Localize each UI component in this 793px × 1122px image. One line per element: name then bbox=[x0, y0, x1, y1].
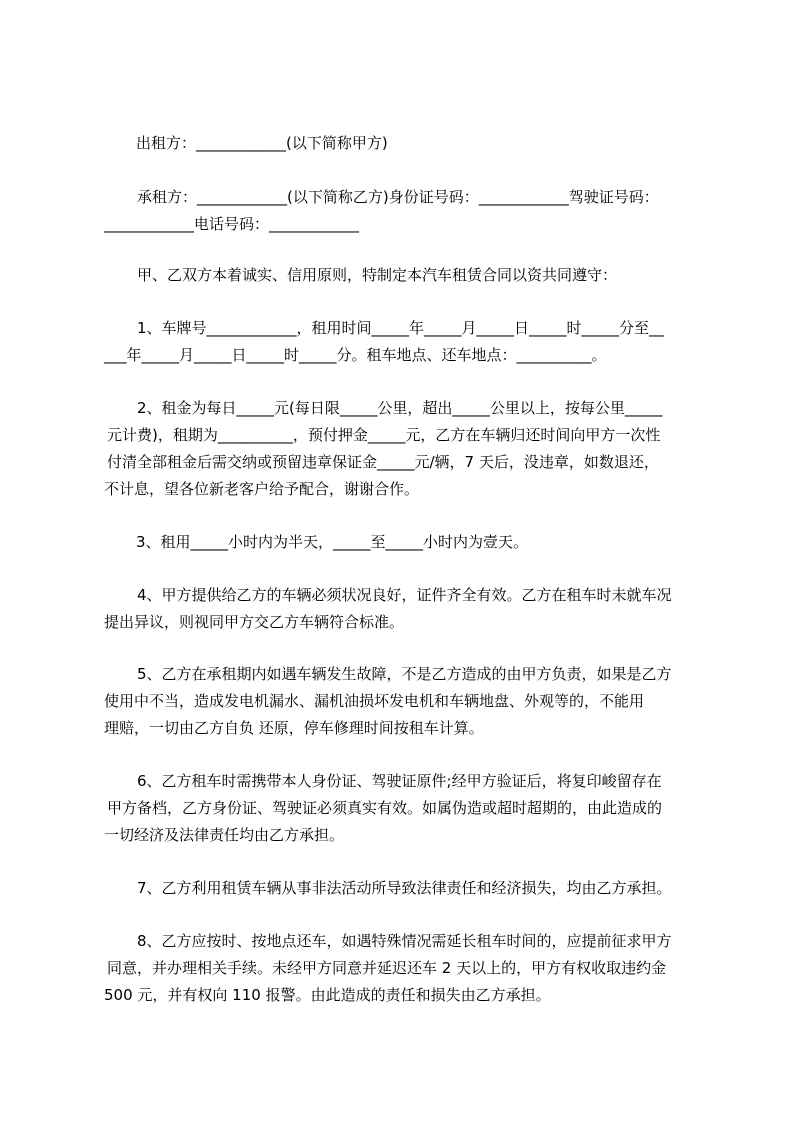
clause-2-line-2: 元计费)，租期为__________，预付押金_____元，乙方在车辆归还时间向甲方一次性 bbox=[107, 426, 661, 444]
clause-2-line-4: 不计息，望各位新老客户给予配合，谢谢合作。 bbox=[104, 480, 420, 498]
clause-1-line-2: ___年_____月_____日_____时_____分。租车地点、还车地点：__________。 bbox=[104, 346, 607, 364]
clause-4-line-2: 提出异议，则视同甲方交乙方车辆符合标准。 bbox=[104, 613, 405, 631]
clause-2-line-3: 付清全部租金后需交纳或预留违章保证金_____元/辆，7 天后，没违章，如数退还， bbox=[107, 453, 659, 471]
intro-paragraph: 甲、乙双方本着诚实、信用原则，特制定本汽车租赁合同以资共同遵守： bbox=[137, 266, 618, 284]
clause-4-line-1: 4、甲方提供给乙方的车辆必须状况良好，证件齐全有效。乙方在租车时未就车况 bbox=[137, 586, 672, 604]
clause-7-line-1: 7、乙方利用租赁车辆从事非法活动所导致法律责任和经济损失，均由乙方承担。 bbox=[137, 879, 672, 897]
clause-3-line-1: 3、租用_____小时内为半天，_____至_____小时内为壹天。 bbox=[136, 533, 529, 551]
clause-8-line-3: 500 元，并有权向 110 报警。由此造成的责任和损失由乙方承担。 bbox=[104, 986, 551, 1004]
lessor-line: 出租方：____________(以下简称甲方) bbox=[136, 134, 388, 152]
clause-6-line-2: 甲方备档，乙方身份证、驾驶证必须真实有效。如属伪造或超时超期的，由此造成的 bbox=[107, 799, 663, 817]
clause-2-line-1: 2、租金为每日_____元(每日限_____公里，超出_____公里以上，按每公里_____ bbox=[137, 399, 663, 417]
clause-8-line-2: 同意，并办理相关手续。未经甲方同意并延迟还车 2 天以上的，甲方有权收取违约金 bbox=[107, 959, 667, 977]
lessee-line-1: 承租方：____________(以下简称乙方)身份证号码：____________驾驶证号码： bbox=[137, 188, 659, 206]
clause-6-line-1: 6、乙方租车时需携带本人身份证、驾驶证原件;经甲方验证后，将复印峻留存在 bbox=[137, 772, 662, 790]
clause-5-line-3: 理赔，一切由乙方自负 还原，停车修理时间按租车计算。 bbox=[104, 719, 484, 737]
clause-8-line-1: 8、乙方应按时、按地点还车，如遇特殊情况需延长租车时间的，应提前征求甲方 bbox=[137, 932, 672, 950]
clause-5-line-2: 使用中不当，造成发电机漏水、漏机油损坏发电机和车辆地盘、外观等的，不能用 bbox=[104, 692, 645, 710]
lessee-line-2: ____________电话号码：____________ bbox=[104, 215, 360, 233]
clause-1-line-1: 1、车牌号____________，租用时间_____年_____月_____日_____时_____分至__ bbox=[137, 319, 665, 337]
clause-6-line-3: 一切经济及法律责任均由乙方承担。 bbox=[104, 826, 345, 844]
clause-5-line-1: 5、乙方在承租期内如遇车辆发生故障，不是乙方造成的由甲方负责，如果是乙方 bbox=[137, 665, 672, 683]
